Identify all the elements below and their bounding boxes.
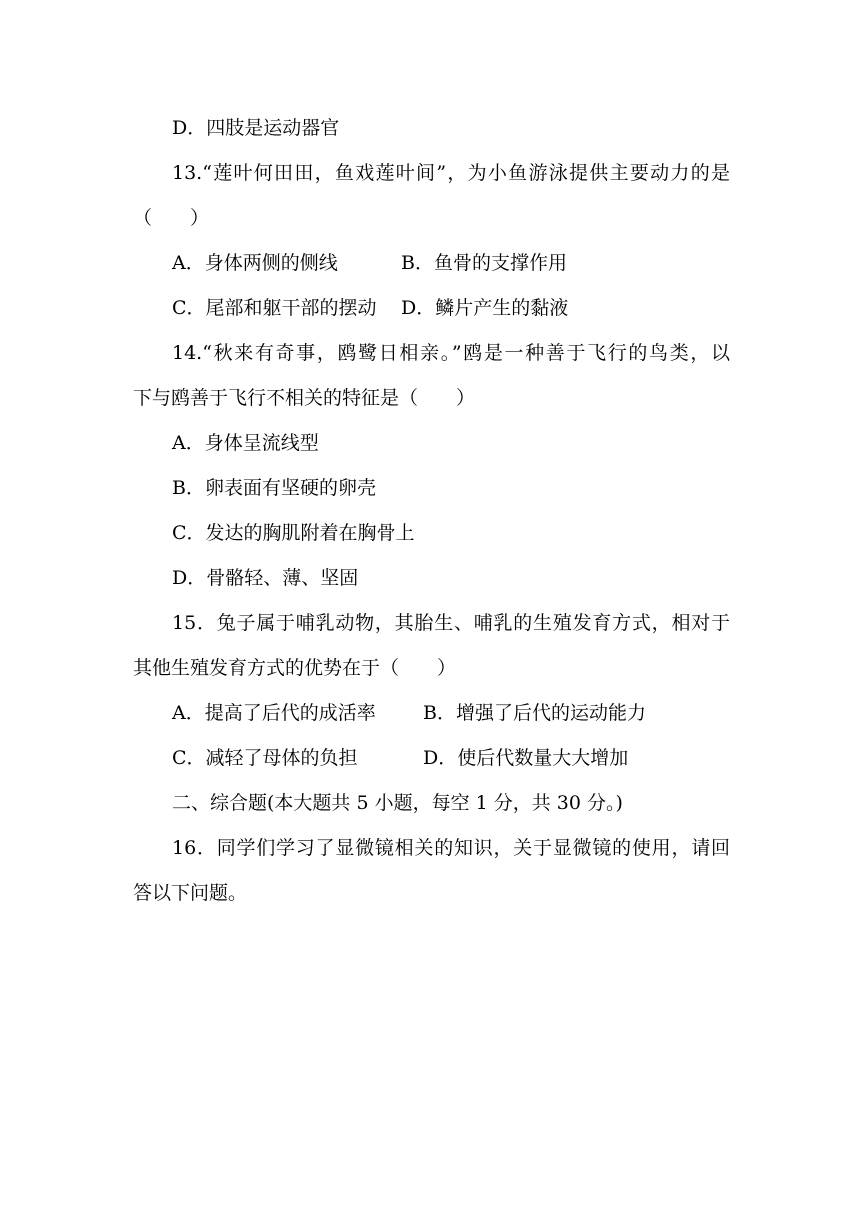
q14-stem-line1: 14.“秋来有奇事，鸥鹭日相亲。”鸥是一种善于飞行的鸟类，以 bbox=[172, 342, 730, 364]
q15-option-a: A．提高了后代的成活率 bbox=[172, 702, 376, 724]
q13-option-d: D．鳞片产生的黏液 bbox=[401, 297, 569, 319]
q13-option-a: A．身体两侧的侧线 bbox=[172, 252, 338, 274]
q15-option-b: B．增强了后代的运动能力 bbox=[423, 702, 646, 724]
q14-option-c: C．发达的胸肌附着在胸骨上 bbox=[172, 522, 415, 544]
q14-option-a: A．身体呈流线型 bbox=[172, 432, 319, 454]
q14-option-d: D．骨骼轻、薄、坚固 bbox=[172, 567, 359, 589]
q15-stem-line1: 15．兔子属于哺乳动物，其胎生、哺乳的生殖发育方式，相对于 bbox=[172, 612, 730, 634]
q13-option-c: C．尾部和躯干部的摆动 bbox=[172, 297, 377, 319]
q13-stem-line2: （ ） bbox=[133, 207, 210, 229]
q14-option-b: B．卵表面有坚硬的卵壳 bbox=[172, 477, 376, 499]
section-heading: 二、综合题(本大题共 5 小题，每空 1 分，共 30 分。) bbox=[172, 792, 623, 814]
q16-stem-line1: 16．同学们学习了显微镜相关的知识，关于显微镜的使用，请回 bbox=[172, 837, 730, 859]
q13-stem-line1: 13.“莲叶何田田，鱼戏莲叶间”，为小鱼游泳提供主要动力的是 bbox=[172, 162, 730, 184]
q15-option-c: C．减轻了母体的负担 bbox=[172, 747, 358, 769]
q15-stem-line2: 其他生殖发育方式的优势在于（ ） bbox=[133, 657, 457, 679]
q12-option-d: D．四肢是运动器官 bbox=[172, 117, 340, 139]
q13-option-b: B．鱼骨的支撑作用 bbox=[401, 252, 567, 274]
q14-stem-line2: 下与鸥善于飞行不相关的特征是（ ） bbox=[133, 387, 476, 409]
q15-option-d: D．使后代数量大大增加 bbox=[423, 747, 629, 769]
q16-stem-line2: 答以下问题。 bbox=[133, 882, 248, 904]
